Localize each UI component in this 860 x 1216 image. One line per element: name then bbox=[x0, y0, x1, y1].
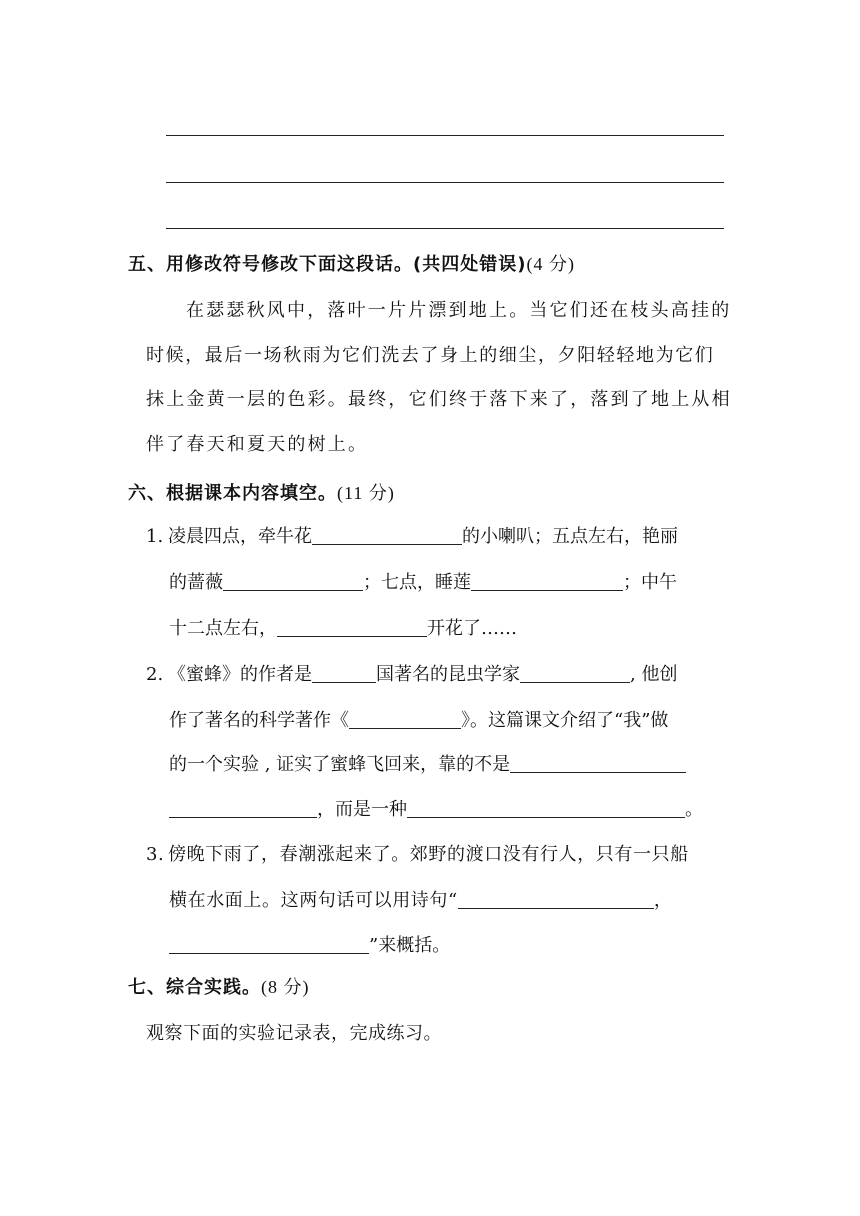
blank-q1-2[interactable] bbox=[223, 572, 363, 591]
question-2-line-4: ，而是一种 。 bbox=[169, 795, 703, 821]
question-3-line-1: 3. 傍晚下雨了，春潮涨起来了。郊野的渡口没有行人，只有一只船 bbox=[146, 844, 689, 865]
question-2-line-2: 作了著名的科学著作《 》。这篇课文介绍了“我”做 bbox=[169, 710, 669, 731]
blank-q2-4[interactable] bbox=[510, 754, 686, 773]
section-7-title: 七、综合实践。 bbox=[128, 977, 261, 998]
section-7-score: (8 分) bbox=[261, 977, 310, 997]
answer-line-2[interactable] bbox=[166, 182, 724, 183]
section-7-heading bbox=[128, 973, 310, 999]
section-6-heading bbox=[128, 479, 395, 505]
blank-q3-2[interactable] bbox=[169, 935, 369, 954]
answer-line-3[interactable] bbox=[166, 228, 724, 229]
question-2-line-3: 的一个实验 , 证实了蜜蜂飞回来，靠的不是 bbox=[169, 750, 686, 776]
section-6-score: (11 分) bbox=[337, 483, 395, 503]
section-7-intro: 观察下面的实验记录表，完成练习。 bbox=[146, 1023, 442, 1044]
blank-q2-2[interactable] bbox=[520, 664, 630, 683]
blank-q1-3[interactable] bbox=[471, 572, 623, 591]
blank-q1-4[interactable] bbox=[277, 618, 427, 637]
section-6-title: 六、根据课本内容填空。 bbox=[128, 483, 337, 504]
question-1-line-1: 1. 凌晨四点，牵牛花 的小喇叭；五点左右，艳丽 bbox=[146, 526, 678, 547]
question-1-line-3: 十二点左右， 开花了…… bbox=[169, 618, 517, 639]
blank-q2-3[interactable] bbox=[349, 710, 461, 729]
paragraph-line-4: 伴了春天和夏天的树上。 bbox=[146, 434, 369, 455]
blank-q2-6[interactable] bbox=[407, 799, 685, 818]
blank-q2-1[interactable] bbox=[312, 664, 376, 683]
paragraph-line-1: 在瑟瑟秋风中，落叶一片片漂到地上。当它们还在枝头高挂的 bbox=[186, 300, 732, 321]
blank-q2-5[interactable] bbox=[169, 799, 317, 818]
question-1-number: 1. bbox=[146, 526, 164, 547]
section-5-heading bbox=[128, 250, 575, 276]
section-5-title: 五、用修改符号修改下面这段话。(共四处错误) bbox=[128, 254, 527, 275]
blank-q3-1[interactable] bbox=[458, 890, 654, 909]
question-3-line-3: ”来概括。 bbox=[169, 931, 450, 957]
question-2-line-1: 2. 《蜜蜂》的作者是 国著名的昆虫学家 , 他创 bbox=[146, 664, 678, 685]
paragraph-line-2: 时候，最后一场秋雨为它们洗去了身上的细尘，夕阳轻轻地为它们 bbox=[146, 345, 715, 366]
blank-q1-1[interactable] bbox=[312, 526, 462, 545]
question-3-line-2: 横在水面上。这两句话可以用诗句“ ， bbox=[169, 890, 673, 911]
answer-line-1[interactable] bbox=[166, 135, 724, 136]
question-1-line-2: 的蔷薇 ；七点，睡莲 ；中午 bbox=[169, 572, 677, 593]
section-5-score: (4 分) bbox=[526, 254, 575, 274]
question-3-number: 3. bbox=[146, 844, 165, 865]
paragraph-line-3: 抹上金黄一层的色彩。最终，它们终于落下来了，落到了地上从相 bbox=[146, 389, 732, 410]
question-2-number: 2. bbox=[146, 664, 164, 685]
